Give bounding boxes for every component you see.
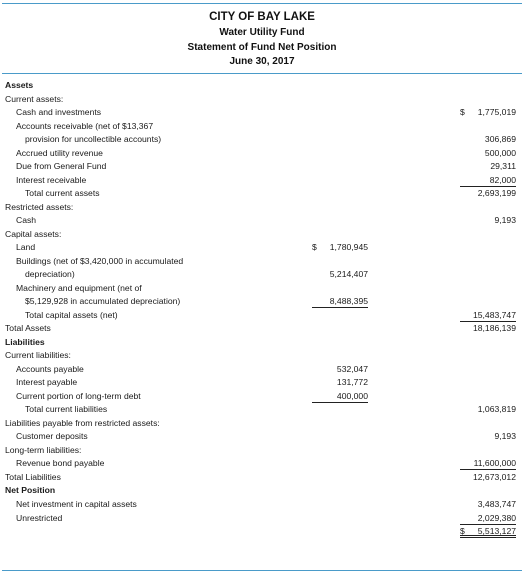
statement-row — [0, 322, 524, 336]
currency-symbol: $ — [460, 526, 465, 537]
statement-row — [0, 363, 524, 377]
statement-title: Statement of Fund Net Position — [187, 42, 337, 53]
line-item-label: Revenue bond payable — [16, 458, 105, 469]
line-item-label: Capital assets: — [5, 228, 62, 239]
fund-name: Water Utility Fund — [219, 27, 305, 38]
total-amount — [460, 498, 516, 511]
amount-value: 5,513,127 — [477, 526, 516, 537]
line-item-label: Accrued utility revenue — [16, 147, 103, 158]
statement-row — [0, 376, 524, 390]
amount-value: 131,772 — [336, 377, 368, 388]
amount-value: 2,693,199 — [477, 188, 516, 199]
statement-rows — [0, 79, 524, 539]
detail-amount — [312, 268, 368, 281]
total-amount — [460, 471, 516, 484]
line-item-label: Total Liabilities — [5, 471, 61, 482]
line-item-label: Total current assets — [25, 188, 100, 199]
total-amount — [460, 512, 516, 525]
section-heading: Liabilities — [5, 336, 45, 347]
line-item-label: Total current liabilities — [25, 404, 108, 415]
statement-row — [0, 525, 524, 539]
amount-value: 82,000 — [489, 174, 516, 185]
statement-row — [0, 160, 524, 174]
statement-row — [0, 187, 524, 201]
total-amount — [460, 147, 516, 160]
statement-date: June 30, 2017 — [229, 56, 295, 67]
line-item-label: Net investment in capital assets — [16, 498, 137, 509]
top-rule — [2, 3, 522, 4]
statement-row — [0, 282, 524, 296]
line-item-label: provision for uncollectible accounts) — [25, 134, 162, 145]
statement-row — [0, 512, 524, 526]
line-item-label: Due from General Fund — [16, 161, 107, 172]
amount-value: 2,029,380 — [477, 512, 516, 523]
detail-amount — [312, 363, 368, 376]
statement-row — [0, 93, 524, 107]
section-heading: Assets — [5, 80, 34, 90]
line-item-label: Interest receivable — [16, 174, 87, 185]
statement-row — [0, 403, 524, 417]
section-heading: Net Position — [5, 485, 56, 496]
total-amount — [460, 525, 516, 538]
statement-row — [0, 417, 524, 431]
line-item-label: Machinery and equipment (net of — [16, 282, 142, 293]
statement-row — [0, 255, 524, 269]
detail-amount — [312, 390, 368, 403]
header-rule — [2, 73, 522, 74]
statement-row — [0, 133, 524, 147]
total-amount — [460, 322, 516, 335]
statement-row — [0, 241, 524, 255]
total-amount — [460, 457, 516, 470]
statement-row — [0, 349, 524, 363]
line-item-label: Customer deposits — [16, 431, 88, 442]
statement-row — [0, 430, 524, 444]
total-amount — [460, 133, 516, 146]
line-item-label: Buildings (net of $3,420,000 in accumulated — [16, 255, 184, 266]
line-item-label: Current liabilities: — [5, 350, 71, 361]
amount-value: 1,063,819 — [477, 404, 516, 415]
statement-row — [0, 309, 524, 323]
entity-name: CITY OF BAY LAKE — [209, 11, 315, 23]
line-item-label: Accounts receivable (net of $13,367 — [16, 120, 154, 131]
amount-value: 500,000 — [484, 147, 516, 158]
statement-row — [0, 79, 524, 93]
line-item-label: Restricted assets: — [5, 201, 74, 212]
amount-value: 1,775,019 — [477, 107, 516, 118]
statement-row — [0, 390, 524, 404]
statement-row — [0, 295, 524, 309]
amount-value: 400,000 — [336, 390, 368, 401]
statement-row — [0, 444, 524, 458]
detail-amount — [312, 241, 368, 254]
total-amount — [460, 187, 516, 200]
line-item-label: Land — [16, 242, 36, 253]
bottom-rule — [2, 570, 522, 571]
line-item-label: Current portion of long-term debt — [16, 390, 141, 401]
line-item-label: depreciation) — [25, 269, 75, 280]
currency-symbol: $ — [312, 242, 317, 253]
amount-value: 8,488,395 — [329, 296, 368, 307]
statement-row — [0, 336, 524, 350]
total-amount — [460, 403, 516, 416]
line-item-label: Cash — [16, 215, 37, 226]
line-item-label: Accounts payable — [16, 363, 84, 374]
detail-amount — [312, 295, 368, 308]
amount-value: 306,869 — [484, 134, 516, 145]
line-item-label: Interest payable — [16, 377, 78, 388]
line-item-label: Current assets: — [5, 93, 64, 104]
statement-row — [0, 228, 524, 242]
line-item-label: Total capital assets (net) — [25, 309, 118, 320]
statement-row — [0, 457, 524, 471]
total-amount — [460, 160, 516, 173]
total-amount — [460, 214, 516, 227]
amount-value: 15,483,747 — [472, 309, 516, 320]
amount-value: 5,214,407 — [329, 269, 368, 280]
amount-value: 1,780,945 — [329, 242, 368, 253]
line-item-label: Liabilities payable from restricted assets: — [5, 417, 160, 428]
total-amount — [460, 430, 516, 443]
amount-value: 11,600,000 — [473, 458, 516, 469]
amount-value: 9,193 — [494, 431, 516, 442]
line-item-label: Unrestricted — [16, 512, 63, 523]
statement-row — [0, 498, 524, 512]
amount-value: 3,483,747 — [477, 498, 516, 509]
line-item-label: Total Assets — [5, 323, 51, 334]
line-item-label: $5,129,928 in accumulated depreciation) — [25, 296, 181, 307]
total-amount — [460, 174, 516, 187]
line-item-label: Cash and investments — [16, 107, 102, 118]
amount-value: 29,311 — [490, 161, 516, 172]
statement-row — [0, 147, 524, 161]
statement-row — [0, 214, 524, 228]
detail-amount — [312, 376, 368, 389]
amount-value: 532,047 — [336, 363, 368, 374]
amount-value: 18,186,139 — [472, 323, 516, 334]
currency-symbol: $ — [460, 107, 465, 118]
amount-value: 9,193 — [494, 215, 516, 226]
statement-row — [0, 174, 524, 188]
statement-row — [0, 201, 524, 215]
statement-row — [0, 471, 524, 485]
line-item-label: Long-term liabilities: — [5, 444, 82, 455]
statement-row — [0, 268, 524, 282]
amount-value: 12,673,012 — [472, 471, 516, 482]
total-amount — [460, 106, 516, 119]
statement-row — [0, 106, 524, 120]
total-amount — [460, 309, 516, 322]
statement-row — [0, 120, 524, 134]
statement-row — [0, 484, 524, 498]
